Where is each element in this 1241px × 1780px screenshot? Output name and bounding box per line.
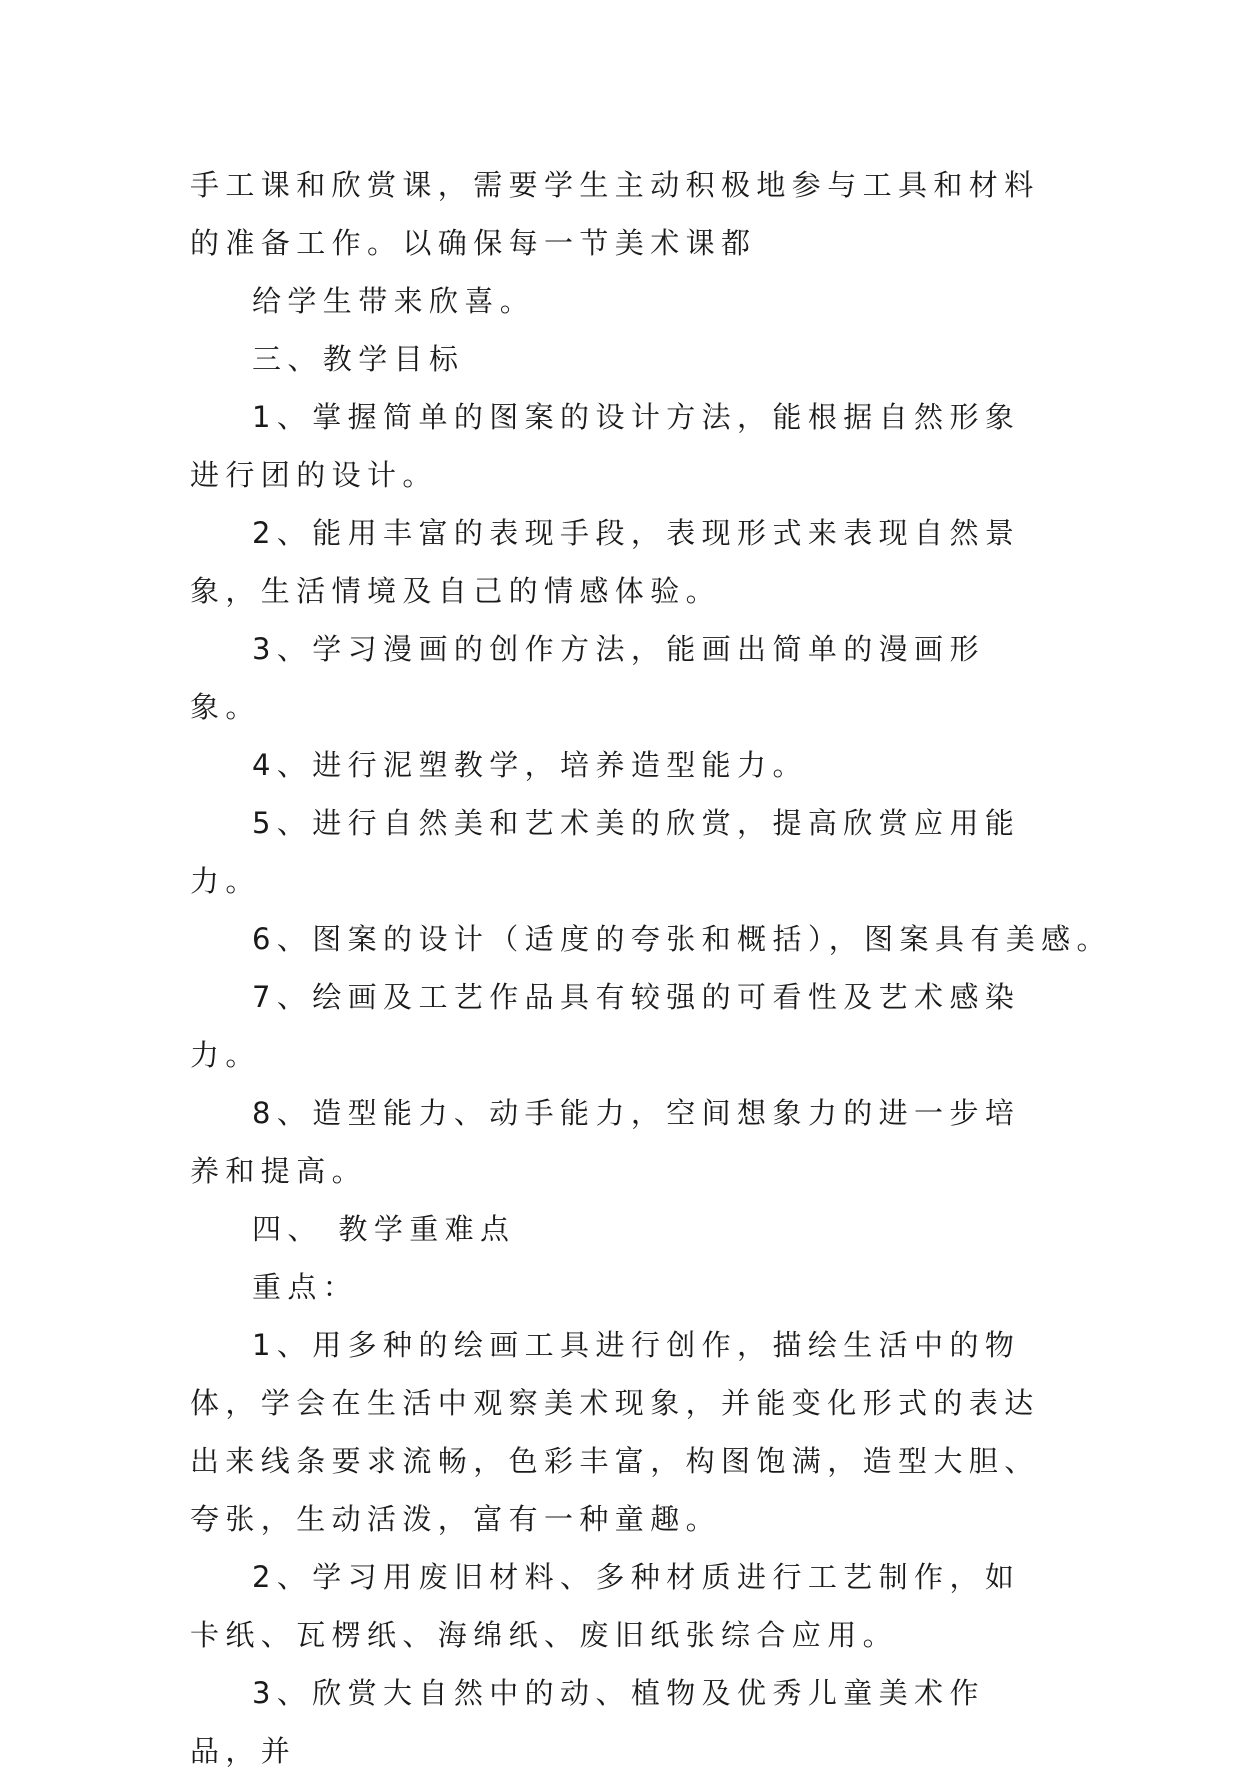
list-item: 6、图案的设计（适度的夸张和概括），图案具有美感。 xyxy=(252,922,1112,956)
section-heading: 四、 教学重难点 xyxy=(252,1212,516,1246)
list-item: 7、绘画及工艺作品具有较强的可看性及艺术感染力。 xyxy=(190,980,1021,1072)
list-item: 4、进行泥塑教学，培养造型能力。 xyxy=(252,748,808,782)
list-item: 5、进行自然美和艺术美的欣赏，提高欣赏应用能力。 xyxy=(190,806,1021,898)
section-heading: 三、教学目标 xyxy=(252,342,465,376)
paragraph: 给学生带来欣喜。 xyxy=(252,284,536,318)
subsection-heading: 重点： xyxy=(252,1270,359,1304)
document-body xyxy=(190,156,1112,1780)
list-item: 1、掌握简单的图案的设计方法，能根据自然形象进行团的设计。 xyxy=(190,400,1021,492)
list-item: 1、用多种的绘画工具进行创作，描绘生活中的物体，学会在生活中观察美术现象，并能变化形式的表达出来线条要求流畅，色彩丰富，构图饱满，造型大胆、夸张，生动活泼，富有一种童趣。 xyxy=(190,1328,1040,1536)
list-item: 3、欣赏大自然中的动、植物及优秀儿童美术作品，并 xyxy=(190,1676,985,1768)
list-item: 2、能用丰富的表现手段，表现形式来表现自然景象，生活情境及自己的情感体验。 xyxy=(190,516,1021,608)
paragraph: 手工课和欣赏课，需要学生主动积极地参与工具和材料的准备工作。以确保每一节美术课都 xyxy=(190,168,1040,260)
list-item: 2、学习用废旧材料、多种材质进行工艺制作，如卡纸、瓦楞纸、海绵纸、废旧纸张综合应用。 xyxy=(190,1560,1021,1652)
list-item: 3、学习漫画的创作方法，能画出简单的漫画形象。 xyxy=(190,632,985,724)
list-item: 8、造型能力、动手能力，空间想象力的进一步培养和提高。 xyxy=(190,1096,1021,1188)
